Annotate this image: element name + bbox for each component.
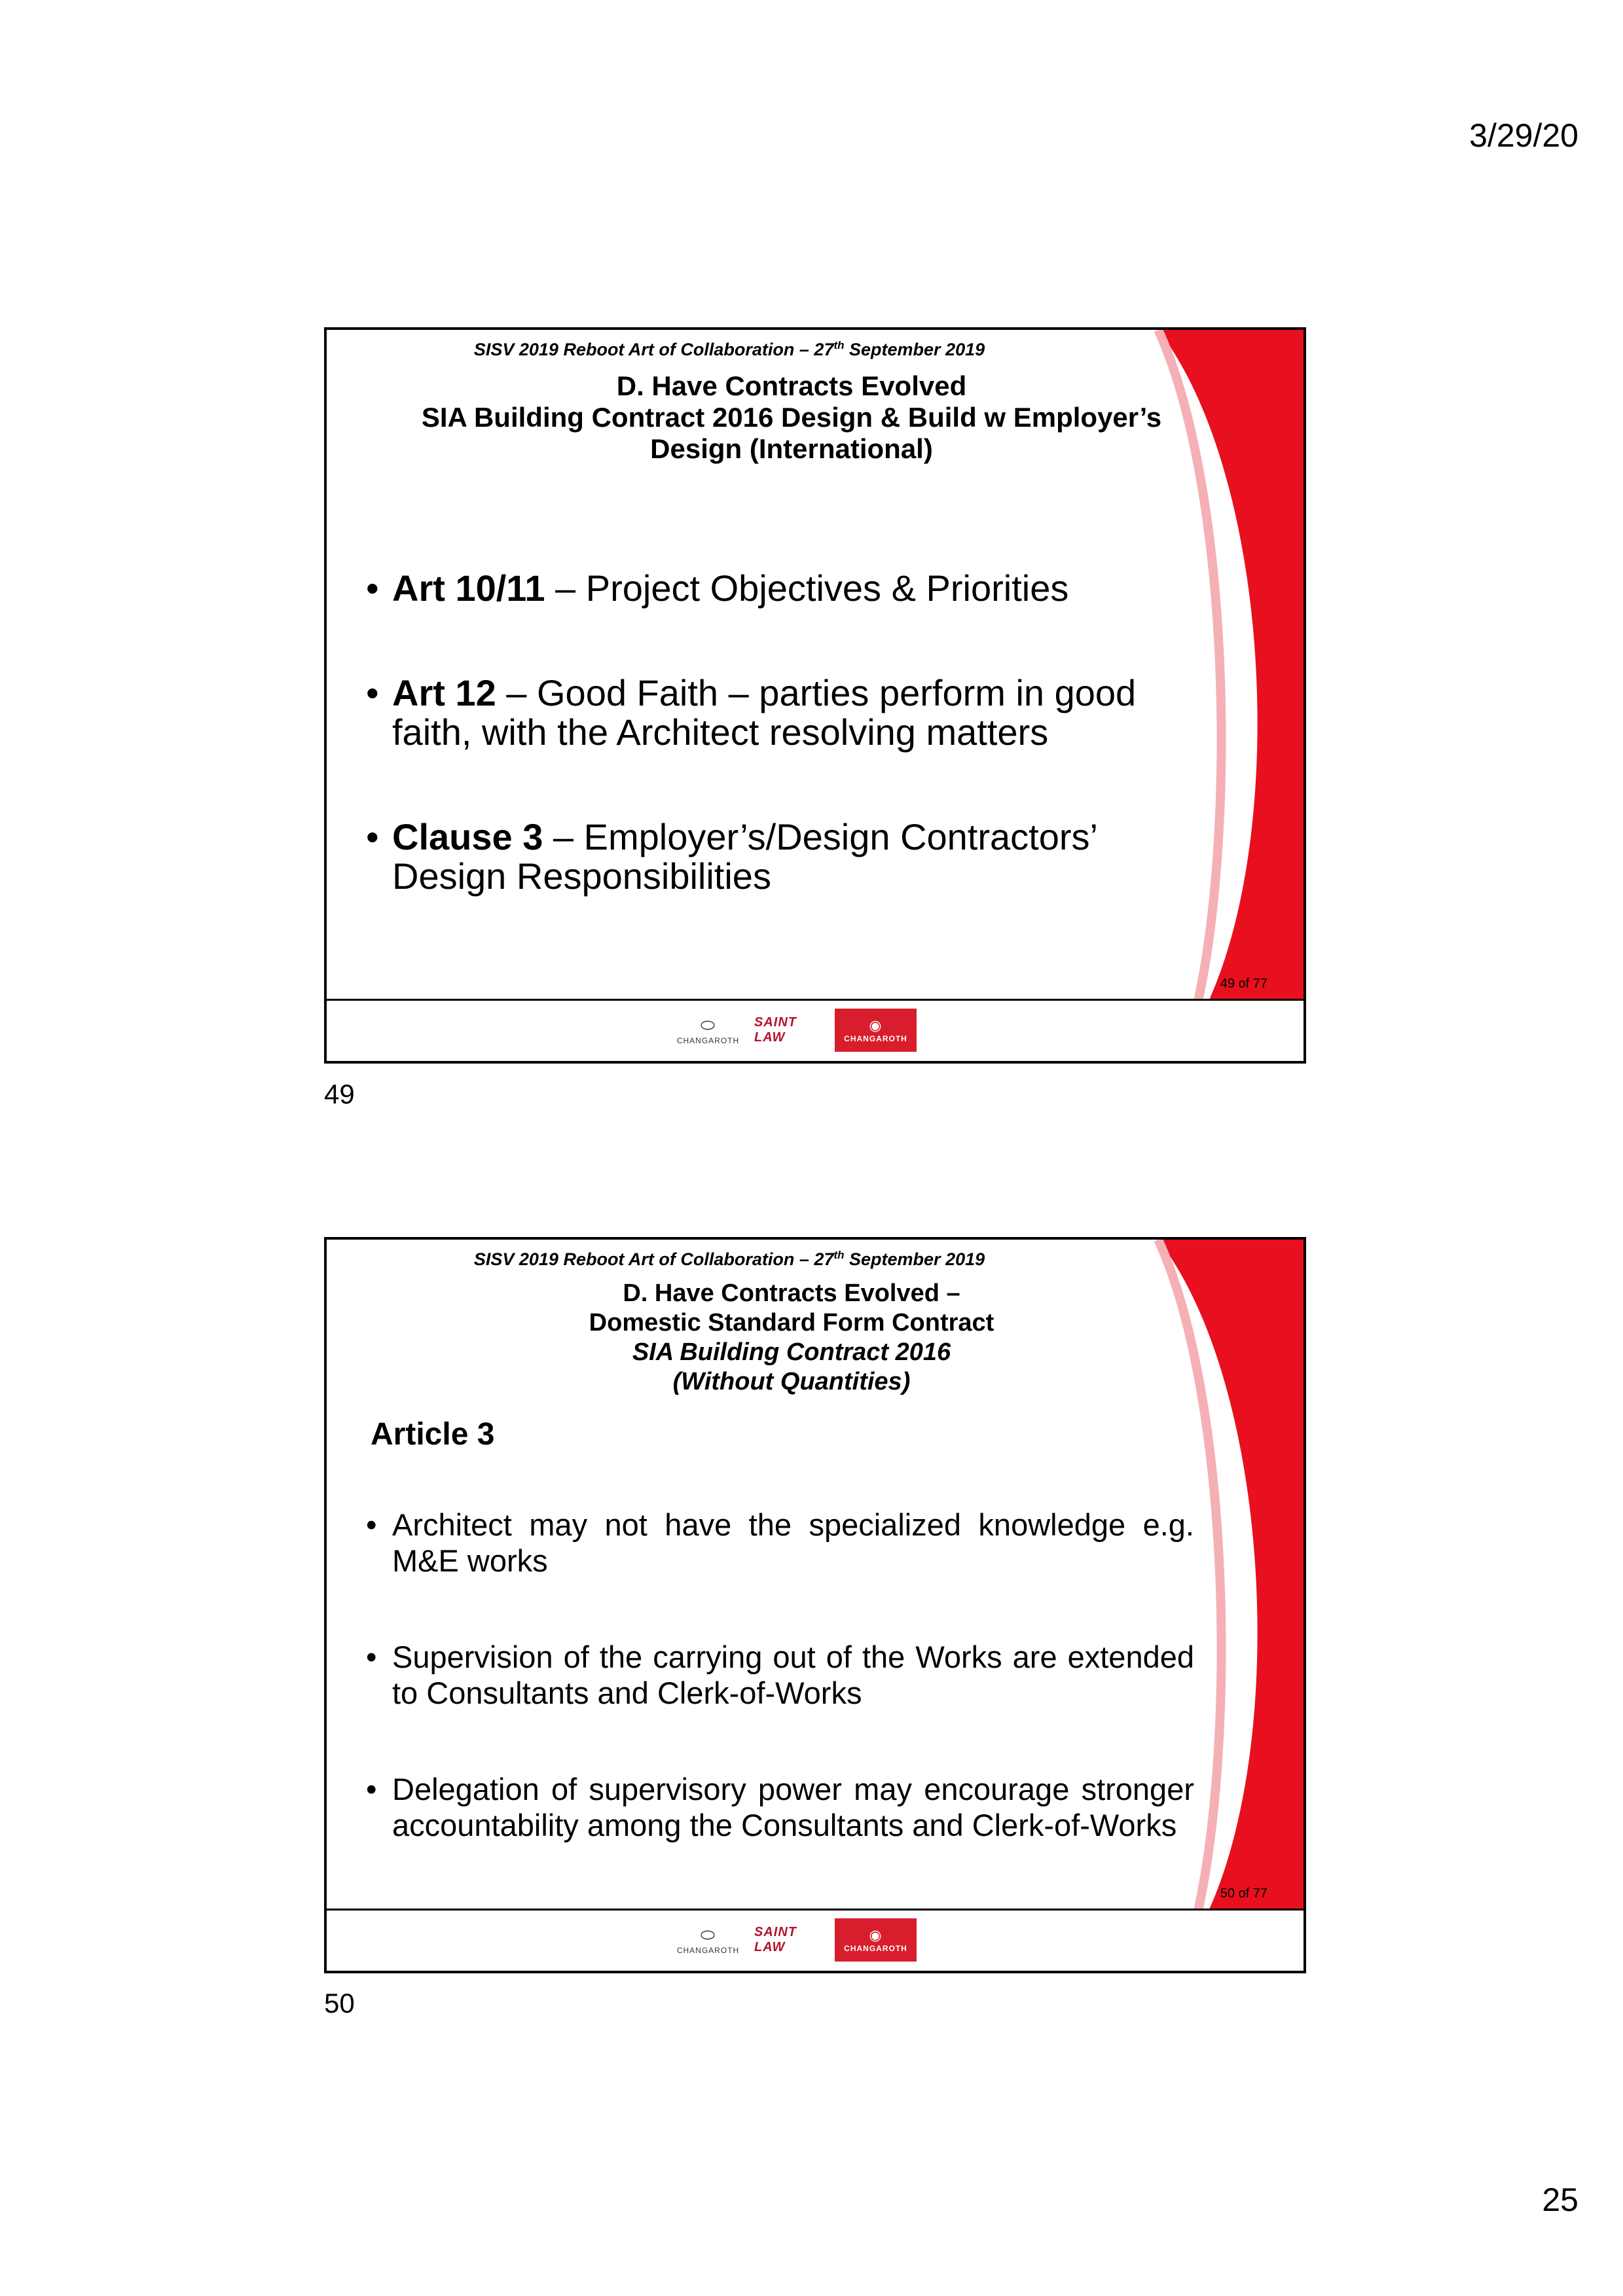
article-heading: Article 3 (371, 1417, 495, 1452)
event-line: SISV 2019 Reboot Art of Collaboration – 27th September 2019 (473, 1249, 985, 1269)
slide-50 (324, 1237, 1306, 1973)
logo-footer (327, 1909, 1304, 1971)
bullet-list (366, 569, 1217, 961)
slide-title: D. Have Contracts Evolved SIA Building Contract 2016 Design & Build w Employer’s Design (International) (421, 370, 1162, 464)
bullet-list (366, 1507, 1194, 1903)
slide-counter: 50 of 77 (1220, 1886, 1267, 1901)
list-item: • Art 10/11 – Project Objectives & Priorities (366, 569, 1217, 608)
changaroth-logo: ⬭ CHANGAROTH (676, 1015, 740, 1045)
list-item: • Architect may not have the specialized knowledge e.g. M&E works (366, 1507, 1194, 1579)
list-item: • Supervision of the carrying out of the Works are extended to Consultants and Clerk-of-Works (366, 1639, 1194, 1711)
slide-caption: 50 (324, 1988, 355, 2018)
page-number: 25 (1542, 2181, 1578, 2218)
slide-title: D. Have Contracts Evolved – Domestic Standard Form Contract SIA Building Contract 2016 (Without Quantities) (589, 1280, 994, 1395)
page-date: 3/29/20 (1469, 117, 1578, 154)
saint-law-logo: SAINT LAW (754, 1925, 797, 1954)
list-item: • Art 12 – Good Faith – parties perform in good faith, with the Architect resolving matters (366, 673, 1217, 752)
slide-caption: 49 (324, 1079, 355, 1109)
slide-counter: 49 of 77 (1220, 977, 1267, 991)
list-item: • Delegation of supervisory power may encourage stronger accountability among the Consultants and Clerk-of-Works (366, 1771, 1194, 1843)
slide-49 (324, 327, 1306, 1064)
changaroth-logo: ⬭ CHANGAROTH (676, 1925, 740, 1955)
changaroth-international-logo: ◉ CHANGAROTH (835, 1918, 917, 1962)
changaroth-international-logo: ◉ CHANGAROTH (835, 1009, 917, 1052)
event-line: SISV 2019 Reboot Art of Collaboration – 27th September 2019 (473, 339, 985, 359)
list-item: • Clause 3 – Employer’s/Design Contractors’ Design Responsibilities (366, 817, 1217, 896)
logo-footer (327, 999, 1304, 1061)
saint-law-logo: SAINT LAW (754, 1015, 797, 1045)
